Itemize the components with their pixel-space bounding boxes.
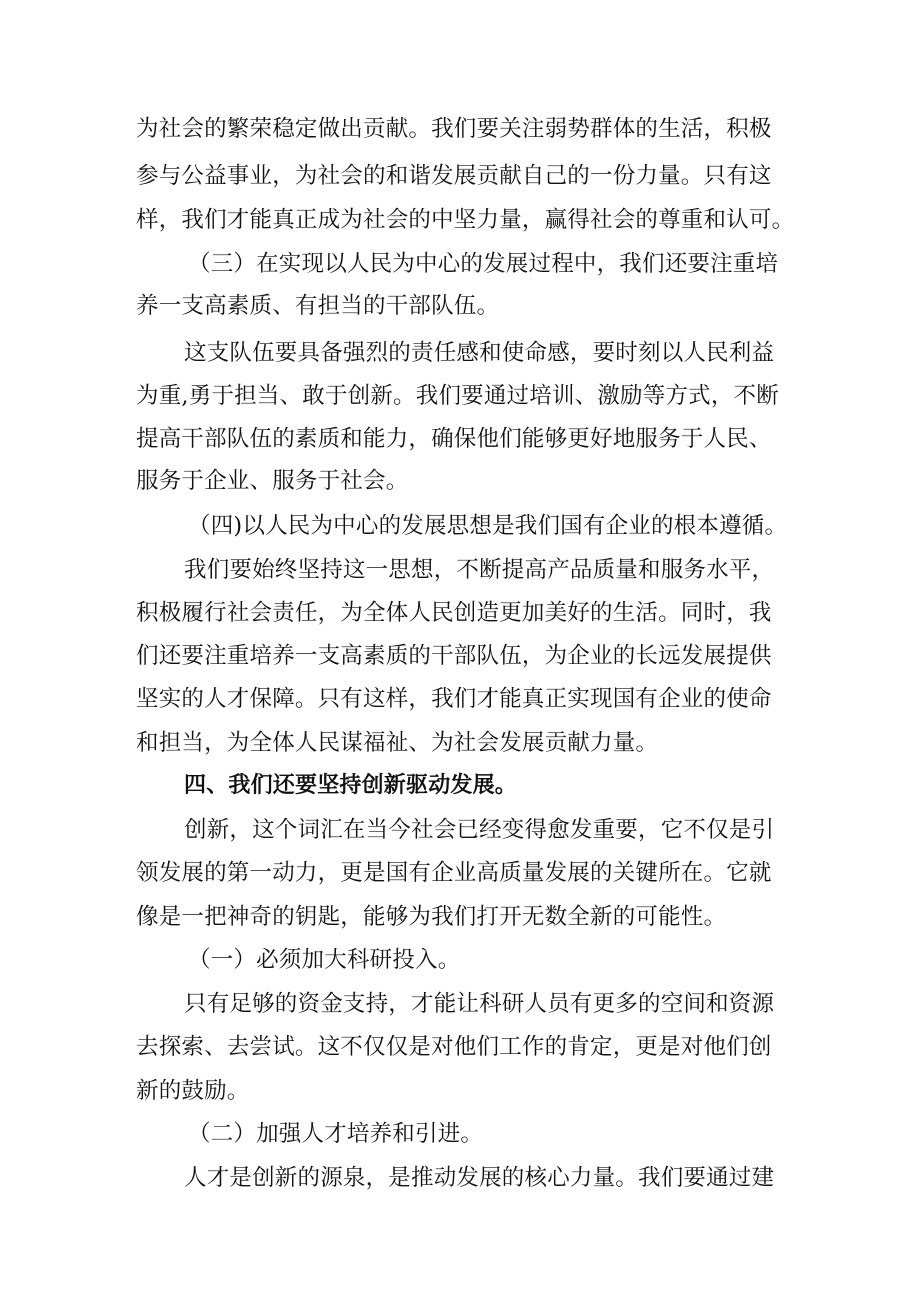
- subsection-heading-line: （二）加强人才培养和引进。: [188, 1121, 484, 1147]
- subsection-heading-line: （一）必须加大科研投入。: [188, 947, 461, 973]
- body-text-line: 为社会的繁荣稳定做出贡献。我们要关注弱势群体的生活，积极: [136, 116, 772, 142]
- subsection-heading-line: （三）在实现以人民为中心的发展过程中，我们还要注重培: [188, 251, 779, 277]
- body-text-line: 参与公益事业，为社会的和谐发展贡献自己的一份力量。只有这: [136, 163, 772, 189]
- body-text-line: 去探索、去尝试。这不仅仅是对他们工作的肯定，更是对他们创: [136, 1034, 772, 1060]
- body-text-line: 坚实的人才保障。只有这样，我们才能真正实现国有企业的使命: [136, 686, 772, 712]
- body-text-line: 和担当，为全体人民谋福祉、为社会发展贡献力量。: [136, 730, 659, 756]
- section-heading: 四、我们还要坚持创新驱动发展。: [184, 773, 518, 798]
- subsection-heading-line: （四)以人民为中心的发展思想是我们国有企业的根本遵循。: [188, 513, 788, 539]
- body-text-line: 养一支高素质、有担当的干部队伍。: [136, 293, 500, 319]
- paragraph-first-line: 只有足够的资金支持，才能让科研人员有更多的空间和资源: [184, 991, 775, 1017]
- body-text-line: 领发展的第一动力，更是国有企业高质量发展的关键所在。它就: [136, 860, 772, 886]
- body-text-line: 新的鼓励。: [136, 1078, 250, 1104]
- body-text-line: 提高干部队伍的素质和能力，确保他们能够更好地服务于人民、: [136, 426, 772, 452]
- paragraph-first-line: 人才是创新的源泉，是推动发展的核心力量。我们要通过建: [184, 1165, 775, 1191]
- body-text-line: 积极履行社会责任，为全体人民创造更加美好的生活。同时，我: [136, 600, 772, 626]
- body-text-line: 为重,勇于担当、敢于创新。我们要通过培训、激励等方式，不断: [136, 383, 779, 409]
- paragraph-first-line: 创新，这个词汇在当今社会已经变得愈发重要，它不仅是引: [184, 817, 775, 843]
- body-text-line: 像是一把神奇的钥匙，能够为我们打开无数全新的可能性。: [136, 904, 727, 930]
- body-text-line: 样，我们才能真正成为社会的中坚力量，赢得社会的尊重和认可。: [136, 207, 795, 233]
- body-text-line: 们还要注重培养一支高素质的干部队伍，为企业的长远发展提供: [136, 643, 772, 669]
- paragraph-first-line: 我们要始终坚持这一思想，不断提高产品质量和服务水平，: [184, 557, 775, 583]
- paragraph-first-line: 这支队伍要具备强烈的责任感和使命感，要时刻以人民利益: [184, 340, 775, 366]
- body-text-line: 服务于企业、服务于社会。: [136, 468, 409, 494]
